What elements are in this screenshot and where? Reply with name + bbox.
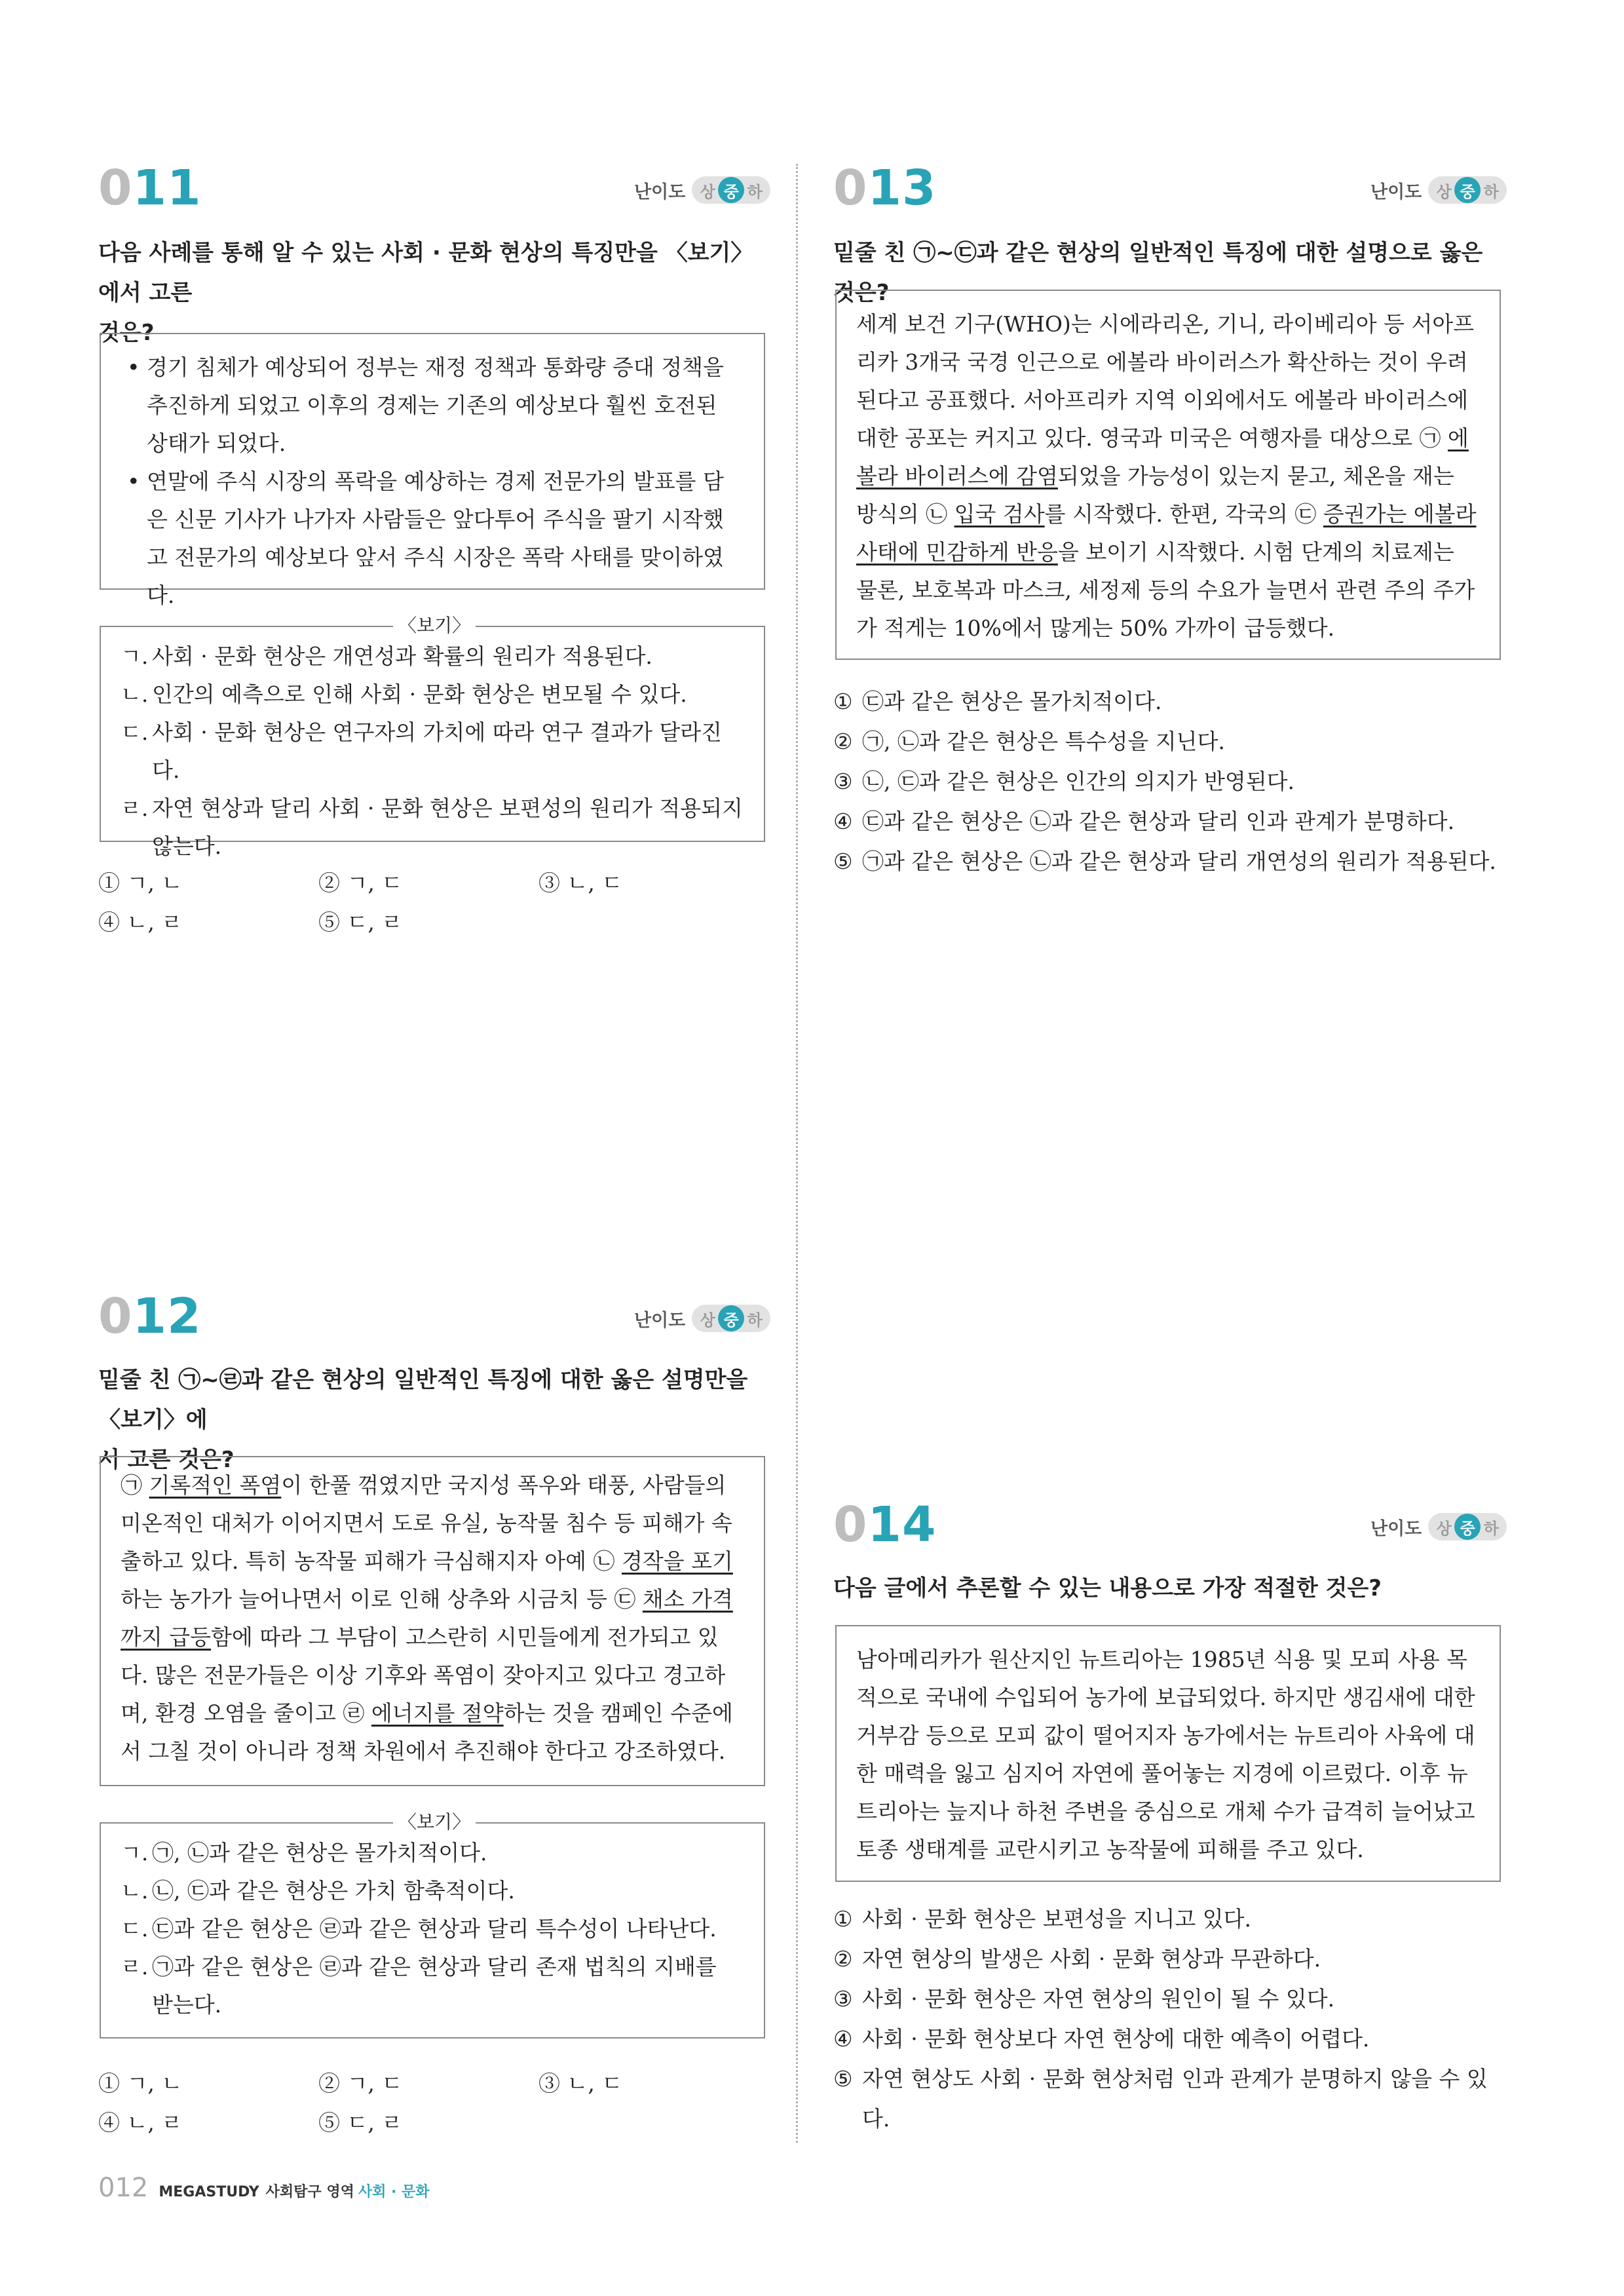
bogi-item	[121, 1910, 744, 1948]
underlined-phrase: 경작을 포기	[621, 1548, 733, 1574]
marker: ㉠	[1419, 425, 1441, 451]
passage-text	[121, 1466, 744, 1770]
column-divider	[796, 164, 798, 2143]
bogi-key: ㄷ.	[121, 719, 149, 745]
option-text: 자연 현상도 사회 · 문화 현상처럼 인과 관계가 분명하지 않을 수 있다.	[862, 2066, 1488, 2132]
option-number: ②	[833, 1946, 853, 1972]
passage-segment: 세계 보건 기구(WHO)는 시에라리온, 기니, 라이베리아 등 서아프리카 3개국 국경 인근으로 에볼라 바이러스가 확산하는 것이 우려된다고 공표했다. 서아프리카 지역 이외에서도 에볼라 바이러스에 대한 공포는 커지고 있다. 영국과 미국은 여행자를 대상으로	[856, 311, 1475, 451]
question-number-main: 14	[867, 1497, 937, 1553]
difficulty-mid-selected: 중	[718, 177, 744, 203]
difficulty-high: 상	[1436, 182, 1452, 201]
bogi-text: 인간의 예측으로 인해 사회 · 문화 현상은 변모될 수 있다.	[152, 681, 687, 707]
passage-text	[856, 305, 1480, 647]
marker: ㉢	[1294, 501, 1317, 527]
bogi-text: ㉠과 같은 현상은 ㉣과 같은 현상과 달리 존재 법칙의 지배를 받는다.	[152, 1954, 717, 2018]
passage-segment: 함에 따라 그 부담이 고스란히 시민들에게 전가되고 있다. 많은 전문가들은 이상 기후와 폭염이 잦아지고 있다고 경고하며, 환경 오염을 줄이고	[121, 1624, 726, 1726]
option-5[interactable]	[833, 841, 1508, 881]
underlined-phrase: 증권가는 에볼라 사태에 민감하게 반응	[856, 501, 1477, 565]
bogi-text: 자연 현상과 달리 사회 · 문화 현상은 보편성의 원리가 적용되지 않는다.	[152, 795, 743, 859]
difficulty-pill	[692, 176, 770, 204]
option-2[interactable]	[833, 1939, 1508, 1979]
choice-3[interactable]: ③ ㄴ, ㄷ	[538, 2071, 623, 2096]
difficulty-label: 난이도	[1370, 1518, 1422, 1539]
option-number: ⑤	[833, 849, 853, 874]
bogi-item	[121, 676, 744, 714]
question-number-prefix: 0	[98, 160, 133, 216]
answer-options	[833, 681, 1508, 881]
option-text: ㉡, ㉢과 같은 현상은 인간의 의지가 반영된다.	[862, 769, 1294, 794]
bogi-item	[121, 638, 744, 676]
passage-box	[835, 290, 1501, 660]
choice-2[interactable]: ② ㄱ, ㄷ	[318, 2071, 403, 2096]
bogi-text: 사회 · 문화 현상은 개연성과 확률의 원리가 적용된다.	[152, 643, 652, 669]
bogi-item	[121, 790, 744, 866]
bogi-text: ㉠, ㉡과 같은 현상은 몰가치적이다.	[152, 1840, 487, 1866]
bogi-item	[121, 1872, 744, 1910]
difficulty-low: 하	[1483, 1519, 1499, 1538]
difficulty-indicator	[1370, 176, 1507, 204]
option-3[interactable]	[833, 761, 1508, 801]
passage-segment: 을 보이기 시작했다. 시험 단계의 치료제는 물론, 보호복과 마스크, 세정제 등의 수요가 늘면서 관련 주의 주가가 적게는 10%에서 많게는 50% 가까이 급등했다.	[856, 539, 1475, 641]
option-text: ㉢과 같은 현상은 ㉡과 같은 현상과 달리 인과 관계가 분명하다.	[862, 809, 1455, 834]
marker: ㉡	[593, 1548, 615, 1574]
option-number: ①	[833, 689, 853, 714]
option-4[interactable]	[833, 2019, 1508, 2059]
difficulty-pill	[1428, 1513, 1507, 1540]
option-number: ⑤	[833, 2066, 853, 2092]
underlined-phrase: 기록적인 폭염	[149, 1472, 282, 1498]
answer-options	[833, 1899, 1508, 2139]
option-1[interactable]	[833, 681, 1508, 721]
question-number-013	[833, 160, 937, 216]
underlined-phrase: 에볼라 바이러스에 감염	[856, 425, 1469, 489]
marker: ㉣	[343, 1700, 365, 1726]
option-number: ④	[833, 2026, 853, 2052]
difficulty-high: 상	[700, 182, 715, 201]
bogi-label: 〈보기〉	[393, 616, 476, 636]
passage-segment: 되었을 가능성이 있는지 묻고, 체온을 재는 방식의	[856, 463, 1454, 527]
page-number: 012	[98, 2173, 149, 2203]
question-number-prefix: 0	[98, 1288, 133, 1345]
choice-3[interactable]: ③ ㄴ, ㄷ	[538, 870, 623, 896]
passage-segment: 하는 것을 캠페인 수준에서 그칠 것이 아니라 정책 차원에서 추진해야 한다고 강조하였다.	[121, 1700, 733, 1764]
underlined-phrase: 에너지를 절약	[371, 1700, 504, 1726]
difficulty-mid-selected: 중	[718, 1305, 744, 1331]
marker: ㉡	[926, 501, 948, 527]
option-text: ㉠, ㉡과 같은 현상은 특수성을 지닌다.	[862, 729, 1225, 754]
difficulty-low: 하	[747, 182, 763, 201]
passage-text: 남아메리카가 원산지인 뉴트리아는 1985년 식용 및 모피 사용 목적으로 국내에 수입되어 농가에 보급되었다. 하지만 생김새에 대한 거부감 등으로 모피 값이 떨어지자 농가에서는 뉴트리아 사육에 대한 매력을 잃고 심지어 자연에 풀어놓는 지경에 이르렀다. 이후 뉴트리아는 늪지나 하천 주변을 중심으로 개체 수가 급격히 늘어났고 토종 생태계를 교란시키고 농작물에 피해를 주고 있다.	[856, 1647, 1475, 1862]
passage-segment: 하는 농가가 늘어나면서 이로 인해 상추와 시금치 등	[121, 1586, 614, 1612]
difficulty-high: 상	[700, 1311, 715, 1330]
choice-4[interactable]: ④ ㄴ, ㄹ	[98, 909, 183, 935]
answer-choices	[98, 864, 759, 942]
passage-box	[835, 1625, 1501, 1882]
difficulty-low: 하	[1483, 182, 1499, 201]
stem-line: 밑줄 친 ㉠~㉢과 같은 현상의 일반적인 특징에 대한 설명으로 옳은 것은?	[833, 240, 1483, 306]
bogi-key: ㄹ.	[121, 795, 149, 821]
difficulty-pill	[692, 1305, 770, 1332]
stem-line: 것은?	[98, 320, 155, 346]
choice-1[interactable]: ① ㄱ, ㄴ	[98, 870, 183, 896]
marker: ㉢	[614, 1586, 636, 1612]
bogi-label: 〈보기〉	[393, 1812, 476, 1832]
option-2[interactable]	[833, 721, 1508, 761]
choice-5[interactable]: ⑤ ㄷ, ㄹ	[318, 909, 403, 935]
option-text: 자연 현상의 발생은 사회 · 문화 현상과 무관하다.	[862, 1946, 1321, 1972]
bogi-text: ㉢과 같은 현상은 ㉣과 같은 현상과 달리 특수성이 나타난다.	[152, 1916, 717, 1942]
passage-segment: 를 시작했다. 한편, 각국의	[1044, 501, 1295, 527]
option-number: ③	[833, 769, 853, 794]
difficulty-high: 상	[1436, 1519, 1452, 1538]
page-footer	[98, 2173, 430, 2203]
question-number-012	[98, 1288, 202, 1345]
difficulty-indicator	[1370, 1512, 1507, 1541]
difficulty-indicator	[634, 176, 770, 204]
option-text: 사회 · 문화 현상은 자연 현상의 원인이 될 수 있다.	[862, 1986, 1335, 2012]
option-1[interactable]	[833, 1899, 1508, 1939]
brand-name: MEGASTUDY	[159, 2184, 259, 2200]
underlined-phrase: 입국 검사	[954, 501, 1045, 527]
bogi-key: ㄱ.	[121, 1840, 149, 1866]
choice-5[interactable]: ⑤ ㄷ, ㄹ	[318, 2110, 403, 2135]
passage-box	[100, 333, 765, 608]
stem-line: 다음 글에서 추론할 수 있는 내용으로 가장 적절한 것은?	[833, 1575, 1382, 1601]
difficulty-label: 난이도	[1370, 182, 1422, 202]
passage-bullet: • 경기 침체가 예상되어 정부는 재정 정책과 통화량 증대 정책을 추진하게 되었고 이후의 경제는 기존의 예상보다 훨씬 호전된 상태가 되었다.	[127, 349, 744, 463]
question-number-main: 12	[132, 1288, 202, 1345]
option-text: 사회 · 문화 현상보다 자연 현상에 대한 예측이 어렵다.	[862, 2026, 1370, 2052]
option-5[interactable]	[833, 2059, 1508, 2139]
option-4[interactable]	[833, 801, 1508, 841]
stem-line: 밑줄 친 ㉠~㉣과 같은 현상의 일반적인 특징에 대한 옳은 설명만을 〈보기〉에	[98, 1367, 748, 1433]
question-number-main: 13	[867, 160, 937, 216]
difficulty-label: 난이도	[634, 182, 686, 202]
question-stem	[833, 1569, 1501, 1609]
option-text: ㉢과 같은 현상은 몰가치적이다.	[862, 689, 1162, 714]
choice-1[interactable]: ① ㄱ, ㄴ	[98, 2071, 183, 2096]
bogi-key: ㄴ.	[121, 681, 149, 707]
passage-box	[100, 1456, 765, 1786]
choice-4[interactable]: ④ ㄴ, ㄹ	[98, 2110, 183, 2135]
option-number: ②	[833, 729, 853, 754]
stem-line: 다음 사례를 통해 알 수 있는 사회 · 문화 현상의 특징만을 〈보기〉에서 고른	[98, 240, 753, 306]
option-text: ㉠과 같은 현상은 ㉡과 같은 현상과 달리 개연성의 원리가 적용된다.	[862, 849, 1496, 874]
difficulty-mid-selected: 중	[1454, 1514, 1481, 1540]
difficulty-mid-selected: 중	[1454, 177, 1481, 203]
bogi-key: ㄱ.	[121, 643, 149, 669]
question-number-014	[833, 1497, 937, 1553]
bogi-item	[121, 1948, 744, 2024]
option-text: 사회 · 문화 현상은 보편성을 지니고 있다.	[862, 1906, 1251, 1932]
bogi-text: ㉡, ㉢과 같은 현상은 가치 함축적이다.	[152, 1878, 515, 1904]
answer-choices	[98, 2064, 759, 2143]
difficulty-indicator	[634, 1304, 770, 1333]
difficulty-low: 하	[747, 1311, 763, 1330]
subject-name: 사회 · 문화	[358, 2184, 430, 2200]
bogi-key: ㄷ.	[121, 1916, 149, 1942]
bogi-box	[100, 1822, 765, 2038]
option-number: ④	[833, 809, 853, 834]
choice-2[interactable]: ② ㄱ, ㄷ	[318, 870, 403, 896]
underlined-phrase: 채소 가격까지 급등	[121, 1586, 733, 1650]
difficulty-label: 난이도	[634, 1310, 686, 1331]
series-name: 사회탐구 영역	[265, 2184, 354, 2200]
option-3[interactable]	[833, 1979, 1508, 2019]
option-number: ①	[833, 1906, 853, 1932]
question-number-011	[98, 160, 202, 216]
question-number-main: 11	[132, 160, 202, 216]
question-number-prefix: 0	[833, 160, 868, 216]
question-number-prefix: 0	[833, 1497, 868, 1553]
bogi-text: 사회 · 문화 현상은 연구자의 가치에 따라 연구 결과가 달라진다.	[152, 719, 722, 783]
bogi-key: ㄴ.	[121, 1878, 149, 1904]
difficulty-pill	[1428, 176, 1507, 204]
passage-segment: 이 한풀 꺾였지만 국지성 폭우와 태풍, 사람들의 미온적인 대처가 이어지면서 도로 유실, 농작물 침수 등 피해가 속출하고 있다. 특히 농작물 피해가 극심해지자 아예	[121, 1472, 732, 1574]
bogi-key: ㄹ.	[121, 1954, 149, 1980]
bogi-item	[121, 714, 744, 790]
bogi-box	[100, 626, 765, 859]
bogi-item	[121, 1834, 744, 1872]
passage-bullet: • 연말에 주식 시장의 폭락을 예상하는 경제 전문가의 발표를 담은 신문 기사가 나가자 사람들은 앞다투어 주식을 팔기 시작했고 전문가의 예상보다 앞서 주식 시장은 폭락 사태를 맞이하였다.	[127, 463, 744, 615]
option-number: ③	[833, 1986, 853, 2012]
marker: ㉠	[121, 1472, 142, 1498]
stem-line: 서 고른 것은?	[98, 1447, 235, 1473]
